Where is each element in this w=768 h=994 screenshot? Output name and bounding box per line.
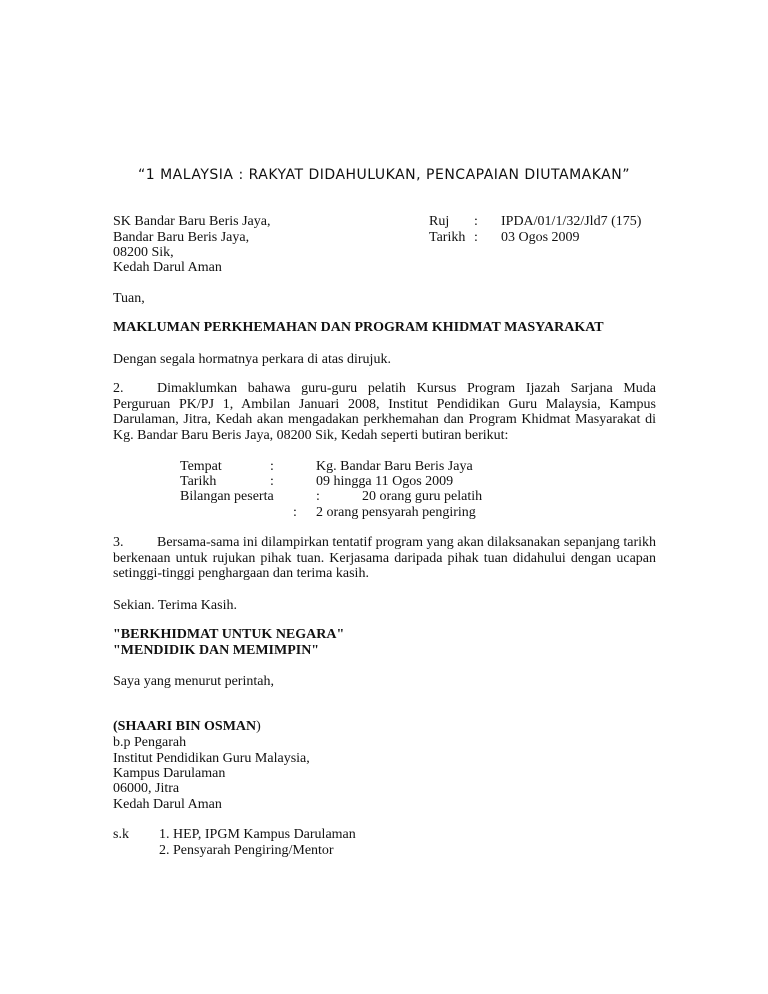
cc-label: s.k bbox=[113, 827, 129, 842]
paragraph-2-number: 2. bbox=[113, 381, 124, 396]
opening-line: Dengan segala hormatnya perkara di atas dirujuk. bbox=[113, 352, 391, 367]
closing-line: Sekian. Terima Kasih. bbox=[113, 598, 237, 613]
signatory-line-4: 06000, Jitra bbox=[113, 781, 180, 796]
salutation: Tuan, bbox=[113, 291, 145, 306]
signatory-name-close: ) bbox=[256, 719, 261, 734]
recipient-line-4: Kedah Darul Aman bbox=[113, 260, 222, 275]
detail-tempat-colon: : bbox=[270, 459, 274, 474]
tarikh-value: 03 Ogos 2009 bbox=[501, 230, 580, 245]
signatory-name bbox=[113, 719, 261, 735]
detail-peserta-value-2: 2 orang pensyarah pengiring bbox=[316, 505, 476, 520]
detail-peserta-colon-2: : bbox=[293, 505, 297, 520]
detail-peserta-label: Bilangan peserta bbox=[180, 489, 274, 504]
detail-tarikh-label: Tarikh bbox=[180, 474, 217, 489]
paragraph-3 bbox=[113, 535, 656, 582]
signatory-line-3: Kampus Darulaman bbox=[113, 766, 226, 781]
cc-item-1: 1. HEP, IPGM Kampus Darulaman bbox=[159, 827, 356, 842]
detail-peserta-value: 20 orang guru pelatih bbox=[362, 489, 483, 504]
signatory-line-2: Institut Pendidikan Guru Malaysia, bbox=[113, 751, 310, 766]
letter-subject: MAKLUMAN PERKHEMAHAN DAN PROGRAM KHIDMAT MASYARAKAT bbox=[113, 320, 604, 335]
detail-tarikh-colon: : bbox=[270, 474, 274, 489]
detail-tempat-value: Kg. Bandar Baru Beris Jaya bbox=[316, 459, 473, 474]
detail-tempat-label: Tempat bbox=[180, 459, 222, 474]
recipient-line-3: 08200 Sik, bbox=[113, 245, 174, 260]
tarikh-colon: : bbox=[474, 230, 478, 245]
slogan-2: "MENDIDIK DAN MEMIMPIN" bbox=[113, 643, 320, 658]
signatory-name-text: (SHAARI BIN OSMAN bbox=[113, 719, 257, 734]
paragraph-2 bbox=[113, 381, 656, 443]
cc-item-2: 2. Pensyarah Pengiring/Mentor bbox=[159, 843, 334, 858]
paragraph-2-text: Dimaklumkan bahawa guru-guru pelatih Kursus Program Ijazah Sarjana Muda Perguruan PK/PJ 1, Ambilan Januari 2008, Institut Pendidikan Guru Malaysia, Kampus Darulaman, Jitra, Kedah akan mengadakan perkhemahan dan Program Khidmat Masyarakat di Kg. Bandar Baru Beris Jaya, 08200 Sik, Kedah seperti butiran berikut: bbox=[113, 381, 656, 443]
signatory-line-5: Kedah Darul Aman bbox=[113, 797, 222, 812]
paragraph-3-number: 3. bbox=[113, 535, 124, 550]
letter-motto: “1 MALAYSIA : RAKYAT DIDAHULUKAN, PENCAPAIAN DIUTAMAKAN” bbox=[137, 167, 630, 183]
ruj-colon: : bbox=[474, 214, 478, 229]
paragraph-3-text: Bersama-sama ini dilampirkan tentatif program yang akan dilaksanakan sepanjang tarikh berkenaan untuk rujukan pihak tuan. Kerjasama daripada pihak tuan didahului dengan ucapan setinggi-tinggi penghargaan dan terima kasih. bbox=[113, 535, 656, 581]
detail-peserta-colon: : bbox=[316, 489, 320, 504]
recipient-line-2: Bandar Baru Beris Jaya, bbox=[113, 230, 250, 245]
signatory-line-1: b.p Pengarah bbox=[113, 735, 187, 750]
tarikh-label: Tarikh bbox=[429, 230, 466, 245]
detail-tarikh-value: 09 hingga 11 Ogos 2009 bbox=[316, 474, 454, 489]
recipient-line-1: SK Bandar Baru Beris Jaya, bbox=[113, 214, 271, 229]
ruj-label: Ruj bbox=[429, 214, 450, 229]
ruj-value: IPDA/01/1/32/Jld7 (175) bbox=[501, 214, 642, 229]
signoff-line: Saya yang menurut perintah, bbox=[113, 674, 274, 689]
slogan-1: "BERKHIDMAT UNTUK NEGARA" bbox=[113, 627, 345, 642]
